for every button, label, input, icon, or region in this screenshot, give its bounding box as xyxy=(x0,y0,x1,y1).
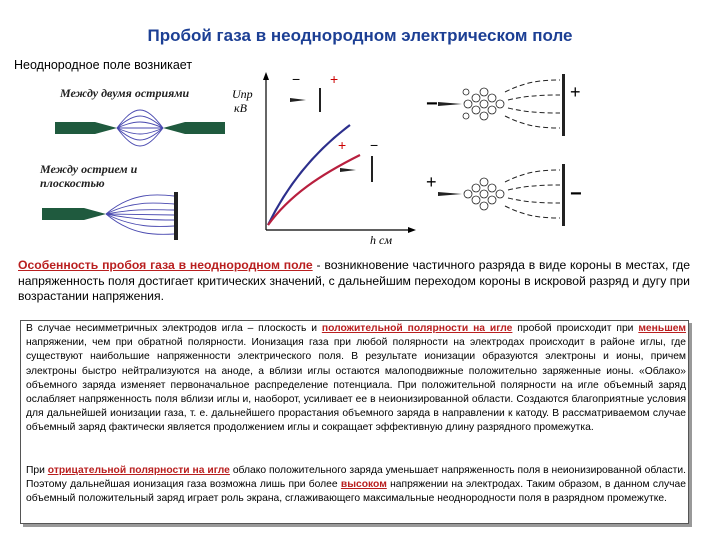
feature-rest: - возникновение частичного разряда в виде короны в местах, где напряженность поля достигает критических значений, с дальнейшим переходом короны в искровой разряд и дугу при возрастании напряжения. xyxy=(18,258,691,303)
para1-text-b: пробой происходит при xyxy=(512,323,639,334)
point-plane-field-diagram xyxy=(42,190,202,245)
right-plus-sign: + xyxy=(570,82,581,102)
breakdown-voltage-graph xyxy=(232,70,420,247)
para2-text-a: При xyxy=(26,465,48,476)
intro-text: Неоднородное поле возникает xyxy=(14,58,193,72)
paragraph-negative xyxy=(26,464,686,507)
left-minus-sign: − xyxy=(426,93,438,115)
x-axis-label: h см xyxy=(370,233,392,247)
para1-highlight-positive: положительной полярности на игле xyxy=(321,323,513,334)
point-plane-label xyxy=(40,162,137,190)
page-title: Пробой газа в неоднородном электрическом поле xyxy=(147,26,573,45)
feature-paragraph xyxy=(18,258,690,305)
para2-text-b: облако положительного заряда уменьшает напряженность поля в неионизированной области. Поэтому дальнейшая ионизация газа возможна лишь при более xyxy=(26,465,686,491)
top-plus-sign: + xyxy=(330,71,339,87)
para2-highlight-higher: высоком xyxy=(340,479,387,491)
plane-electrode-icon xyxy=(562,74,565,136)
two-points-field-diagram xyxy=(55,100,230,160)
y-axis-label-1: Uпр xyxy=(232,87,253,101)
x-axis-arrow xyxy=(408,227,416,233)
feature-lead: Особенность пробоя газа в неоднородном поле xyxy=(18,258,313,272)
bottom-plus-sign: + xyxy=(338,137,347,153)
para1-text-a: В случае несимметричных электродов игла – плоскость и xyxy=(26,323,322,334)
para1-highlight-lower: меньшем xyxy=(638,323,686,334)
top-needle-icon xyxy=(290,98,306,102)
para2-text-c: напряжении на электродах. Таким образом, в данном случае объемный положительный заряд играет роль экрана, сглаживающего максимальные неоднородности поля в разрядном промежутке. xyxy=(26,479,686,505)
y-axis-arrow xyxy=(263,72,269,80)
left-plus-sign: + xyxy=(426,172,437,192)
para2-highlight-negative: отрицательной полярности на игле xyxy=(47,465,230,476)
between-points-label: Между двумя остриями xyxy=(60,86,190,100)
bottom-needle-icon xyxy=(340,168,356,172)
positive-needle-charge-diagram xyxy=(420,160,600,240)
plane-electrode-icon-2 xyxy=(562,164,565,226)
para1-text-c: напряжении, чем при обратной полярности. Ионизация газа при любой полярности на электродах происходит в районе иглы, где существуют наибольшие напряженности электрического поля. В результате ионизации образуются электроны и ионы, причем электроны быстро нейтрализуются на аноде, а вблизи иглы остаются малоподвижные положительно заряженные ионы. «Облако» объемного заряда изменяет первоначальное распределение потенциала. При положительной полярности на игле объемный заряд ослабляет напряженность поля вблизи иглы и, наоборот, усиливает ее в неионизированной области. Создаются благоприятные условия для дальнейшей ионизации газа, т. е. дальнейшего прорастания объемного заряда в направлении к катоду. В рассматриваемом случае объемный заряд фактически является продолжением иглы и сокращает эффективную длину разрядного промежутка. xyxy=(26,337,686,434)
point-plane-label-line2: плоскостью xyxy=(40,176,105,190)
needle-icon-2 xyxy=(438,192,462,196)
needle-icon xyxy=(438,102,462,106)
y-axis-label-2: кВ xyxy=(234,101,247,115)
bottom-minus-sign: − xyxy=(370,137,379,153)
top-minus-sign: − xyxy=(292,71,301,87)
point-plane-label-line1: Между острием и xyxy=(40,162,138,176)
negative-needle-curve xyxy=(268,155,360,225)
negative-needle-charge-diagram xyxy=(420,70,600,150)
paragraph-positive xyxy=(26,322,686,436)
right-minus-sign: − xyxy=(570,183,582,205)
